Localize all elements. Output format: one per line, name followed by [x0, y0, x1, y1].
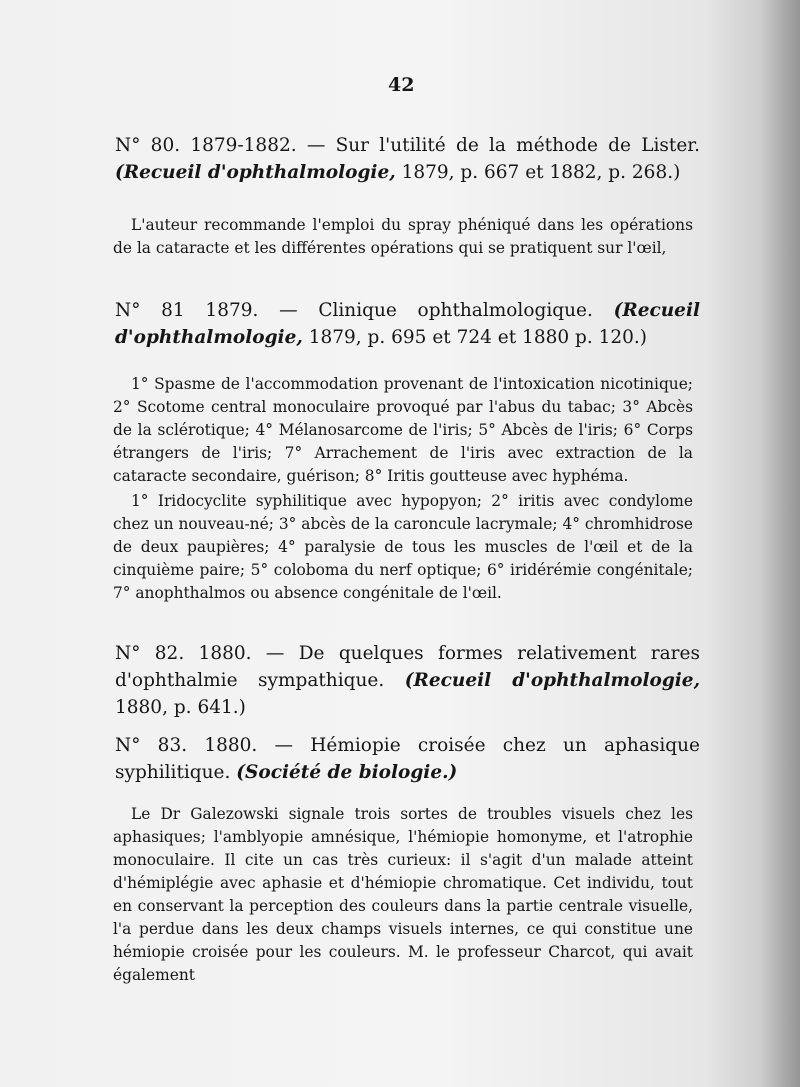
entry-title: — Clinique ophthalmologique. [279, 300, 593, 321]
paragraph: L'auteur recommande l'emploi du spray phéniqué dans les opérations de la cataracte et les différentes opérations qui se pratiquent sur l'œil, [113, 216, 693, 257]
entry-number: N° 83. [115, 735, 188, 756]
entry-year: 1879. [205, 300, 259, 321]
paragraph: Le Dr Galezowski signale trois sortes de troubles visuels chez les aphasiques; l'amblyopie amnésique, l'hémiopie homonyme, et l'atrophie monoculaire. Il cite un cas très curieux: il s'agit d'un malade atteint d'hémiplégie avec aphasie et d'hémiopie chromatique. Cet individu, tout en conservant la perception des couleurs dans la partie centrale visuelle, l'a perdue dans les deux champs visuels internes, ce qui constitue une hémiopie croisée pour les couleurs. M. le professeur Charcot, qui avait également [113, 805, 693, 984]
entry-reference: (Recueil d'ophthalmologie, [404, 670, 701, 691]
entry-reference-pages: 1880, p. 641.) [115, 697, 246, 718]
entry-year: 1880. [204, 735, 258, 756]
entry-body-83 [113, 803, 693, 987]
entry-body-80 [113, 214, 693, 260]
entry-heading-83 [115, 732, 700, 786]
paragraph: 1° Spasme de l'accommodation provenant de l'intoxication nicotinique; 2° Scotome central monoculaire provoqué par l'abus du tabac; 3° Abcès de la sclérotique; 4° Mélanosarcome de l'iris; 5° Abcès de l'iris; 6° Corps étrangers de l'iris; 7° Arrachement de l'iris avec extraction de la cataracte secondaire, guérison; 8° Iritis goutteuse avec hyphéma. [113, 375, 693, 485]
entry-body-81 [113, 373, 693, 605]
entry-reference-pages: 1879, p. 667 et 1882, p. 268.) [401, 162, 681, 183]
entry-heading-81 [115, 297, 700, 351]
entry-reference-pages: 1879, p. 695 et 724 et 1880 p. 120.) [308, 327, 648, 348]
entry-heading-82 [115, 640, 700, 721]
paragraph: 1° Iridocyclite syphilitique avec hypopyon; 2° iritis avec condylome chez un nouveau-né; 3° abcès de la caroncule lacrymale; 4° chromhidrose de deux paupières; 4° paralysie de tous les muscles de l'œil et de la cinquième paire; 5° coloboma du nerf optique; 6° iridérémie congénitale; 7° anophthalmos ou absence congénitale de l'œil. [113, 492, 693, 602]
entry-title: — De quelques formes relativement rares d'ophthalmie sympathique. [115, 643, 700, 691]
entry-title: — Sur l'utilité de la méthode de Lister. [306, 135, 700, 156]
entry-year: 1880. [198, 643, 252, 664]
entry-reference: (Société de biologie.) [236, 762, 458, 783]
entry-number: N° 82. [115, 643, 185, 664]
entry-number: N° 81 [115, 300, 185, 321]
entry-title: — Hémiopie croisée chez un aphasique syphilitique. [115, 735, 700, 783]
entry-reference: (Recueil d'ophthalmologie, [115, 162, 396, 183]
entry-number: N° 80. [115, 135, 181, 156]
entry-year: 1879-1882. [190, 135, 297, 156]
page-number: 42 [388, 74, 415, 96]
entry-heading-80 [115, 132, 700, 186]
entry-reference: (Recueil d'ophthalmologie, [115, 300, 701, 348]
